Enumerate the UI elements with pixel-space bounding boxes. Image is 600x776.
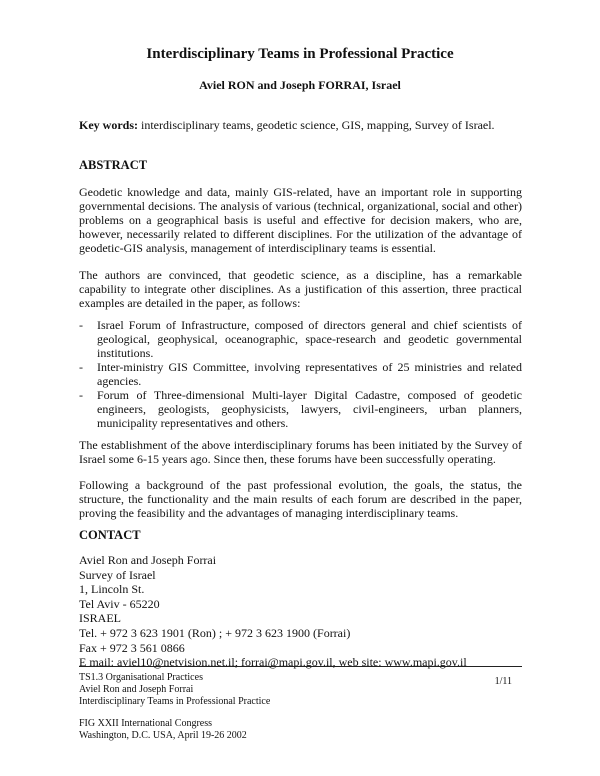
forum-list xyxy=(79,318,522,430)
contact-block xyxy=(79,553,467,670)
keywords-label: Key words: xyxy=(79,118,138,132)
contact-country: ISRAEL xyxy=(79,611,121,626)
congress-location: Washington, D.C. USA, April 19-26 2002 xyxy=(79,730,247,741)
contact-fax: Fax + 972 3 561 0866 xyxy=(79,640,185,655)
keywords-text: interdisciplinary teams, geodetic science, GIS, mapping, Survey of Israel. xyxy=(141,118,495,132)
contact-phone: Tel. + 972 3 623 1901 (Ron) ; + 972 3 623 1900 (Forrai) xyxy=(79,625,351,640)
abstract-paragraph-4: Following a background of the past professional evolution, the goals, the status, the structure, the functionality and the main results of each forum are described in the paper, proving the feasibility and the advantages of managing interdisciplinary teams. xyxy=(79,478,522,520)
abstract-heading: ABSTRACT xyxy=(79,158,148,172)
paper-title: Interdisciplinary Teams in Professional Practice xyxy=(146,46,454,62)
list-item: - Inter-ministry GIS Committee, involving representatives of 25 ministries and related agencies. xyxy=(79,360,522,388)
footer-divider xyxy=(79,666,522,667)
footer-authors: Aviel Ron and Joseph Forrai xyxy=(79,684,194,695)
abstract-paragraph-1: Geodetic knowledge and data, mainly GIS-related, have an important role in supporting governmental decisions. The analysis of various (technical, organizational, social and other) problems on a geographical basis is useful and effective for decision makers, who are, however, necessarily related to different disciplines. For the utilization of the advantage of geodetic-GIS analysis, management of interdisciplinary teams is essential. xyxy=(79,185,522,255)
contact-names: Aviel Ron and Joseph Forrai xyxy=(79,553,217,567)
list-item-text: Inter-ministry GIS Committee, involving representatives of 25 ministries and related agencies. xyxy=(97,360,522,388)
list-item: - Israel Forum of Infrastructure, composed of directors general and chief scientists of geological, geophysical, oceanographic, space-research and geodetic governmental institutions. xyxy=(79,318,522,360)
footer-session: TS1.3 Organisational Practices xyxy=(79,672,203,683)
page-number: 1/11 xyxy=(494,676,512,687)
contact-city: Tel Aviv - 65220 xyxy=(79,596,160,611)
abstract-paragraph-2: The authors are convinced, that geodetic science, as a discipline, has a remarkable capability to integrate other disciplines. As a justification of this assertion, three practical examples are detailed in the paper, as follows: xyxy=(79,268,522,310)
abstract-paragraph-3: The establishment of the above interdisciplinary forums has been initiated by the Survey of Israel some 6-15 years ago. Since then, these forums have been successfully operating. xyxy=(79,438,522,466)
footer-block xyxy=(79,672,270,708)
contact-heading: CONTACT xyxy=(79,528,141,542)
congress-name: FIG XXII International Congress xyxy=(79,718,213,729)
list-item-text: Israel Forum of Infrastructure, composed of directors general and chief scientists of geological, geophysical, oceanographic, space-research and geodetic governmental institutions. xyxy=(97,318,522,360)
paper-authors: Aviel RON and Joseph FORRAI, Israel xyxy=(199,78,401,92)
contact-organization: Survey of Israel xyxy=(79,567,156,582)
footer-title: Interdisciplinary Teams in Professional Practice xyxy=(79,696,271,707)
list-item: - Forum of Three-dimensional Multi-layer Digital Cadastre, composed of geodetic engineers, geologists, geophysicists, lawyers, civil-engineers, urban planners, municipality representatives and others. xyxy=(79,388,522,430)
contact-street: 1, Lincoln St. xyxy=(79,582,145,597)
list-item-text: Forum of Three-dimensional Multi-layer Digital Cadastre, composed of geodetic engineers, geologists, geophysicists, lawyers, civil-engineers, urban planners, municipality representatives and others. xyxy=(97,388,522,430)
keywords-line xyxy=(79,118,525,133)
congress-block xyxy=(79,718,247,742)
contact-email: E mail: aviel10@netvision.net.il; forrai@mapi.gov.il, web site: www.mapi.gov.il xyxy=(79,655,467,670)
